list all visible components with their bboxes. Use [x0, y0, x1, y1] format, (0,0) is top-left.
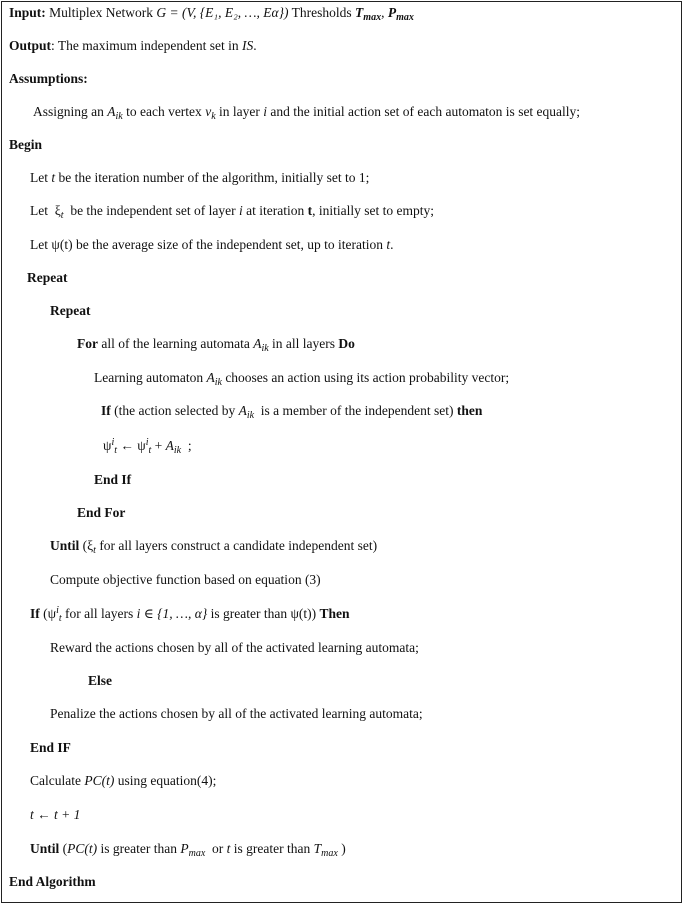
let-xi-line: Let $\xi_t$ be the independent set of layer i at iteration t, initially set to empty;	[30, 203, 434, 221]
end-if-outer-keyword: End IF	[30, 740, 71, 755]
until-inner-line: Until ($\xi_t$ for all layers construct a candidate independent set)	[50, 538, 378, 556]
assign-line: $\psi^i_t$ ← $\psi^i_t + A_{ik}$ ;	[103, 437, 192, 456]
begin-keyword: Begin	[9, 137, 43, 152]
input-line: Input: Multiplex Network G = (V, {E₁, E₂, …, Eα}) Thresholds $T_{max}$, $P_{max}$	[9, 5, 414, 23]
output-line: Output: The maximum independent set in IS.	[9, 38, 257, 53]
calculate-line: Calculate PC(t) using equation(4);	[30, 773, 217, 788]
if-outer-line: If ($\psi^i_t$ for all layers i ∈ {1, …, α} is greater than ψ(t)) Then	[30, 605, 350, 624]
end-for-keyword: End For	[77, 505, 126, 520]
reward-line: Reward the actions chosen by all of the activated learning automata;	[50, 640, 419, 655]
output-label: Output	[9, 38, 52, 53]
end-algorithm-keyword: End Algorithm	[9, 874, 96, 889]
network-formula: G = (V, {E₁, E₂, …, Eα})	[156, 5, 289, 20]
compute-objective-line: Compute objective function based on equation (3)	[50, 572, 321, 587]
increment-line: t ← t + 1	[30, 807, 81, 822]
until-outer-line: Until (PC(t) is greater than $P_{max}$ or t is greater than $T_{max}$ )	[30, 841, 346, 859]
let-psi-line: Let ψ(t) be the average size of the independent set, up to iteration t.	[30, 237, 394, 252]
end-if-keyword: End If	[94, 472, 132, 487]
let-t-line: Let t be the iteration number of the algorithm, initially set to 1;	[30, 170, 370, 185]
assumptions-label: Assumptions:	[9, 71, 88, 86]
for-line: For all of the learning automata $A_{ik}$ in all layers Do	[77, 336, 355, 354]
if-member-line: If (the action selected by $A_{ik}$ is a member of the independent set) then	[101, 403, 483, 421]
else-keyword: Else	[88, 673, 113, 688]
assumptions-text: Assigning an $A_{ik}$ to each vertex $v_k$ in layer i and the initial action set of each automaton is set equally;	[33, 104, 581, 122]
penalize-line: Penalize the actions chosen by all of the activated learning automata;	[50, 706, 423, 721]
repeat-inner-keyword: Repeat	[50, 303, 91, 318]
repeat-outer-keyword: Repeat	[27, 270, 68, 285]
choose-action-line: Learning automaton $A_{ik}$ chooses an action using its action probability vector;	[94, 370, 510, 388]
input-label: Input:	[9, 5, 46, 20]
